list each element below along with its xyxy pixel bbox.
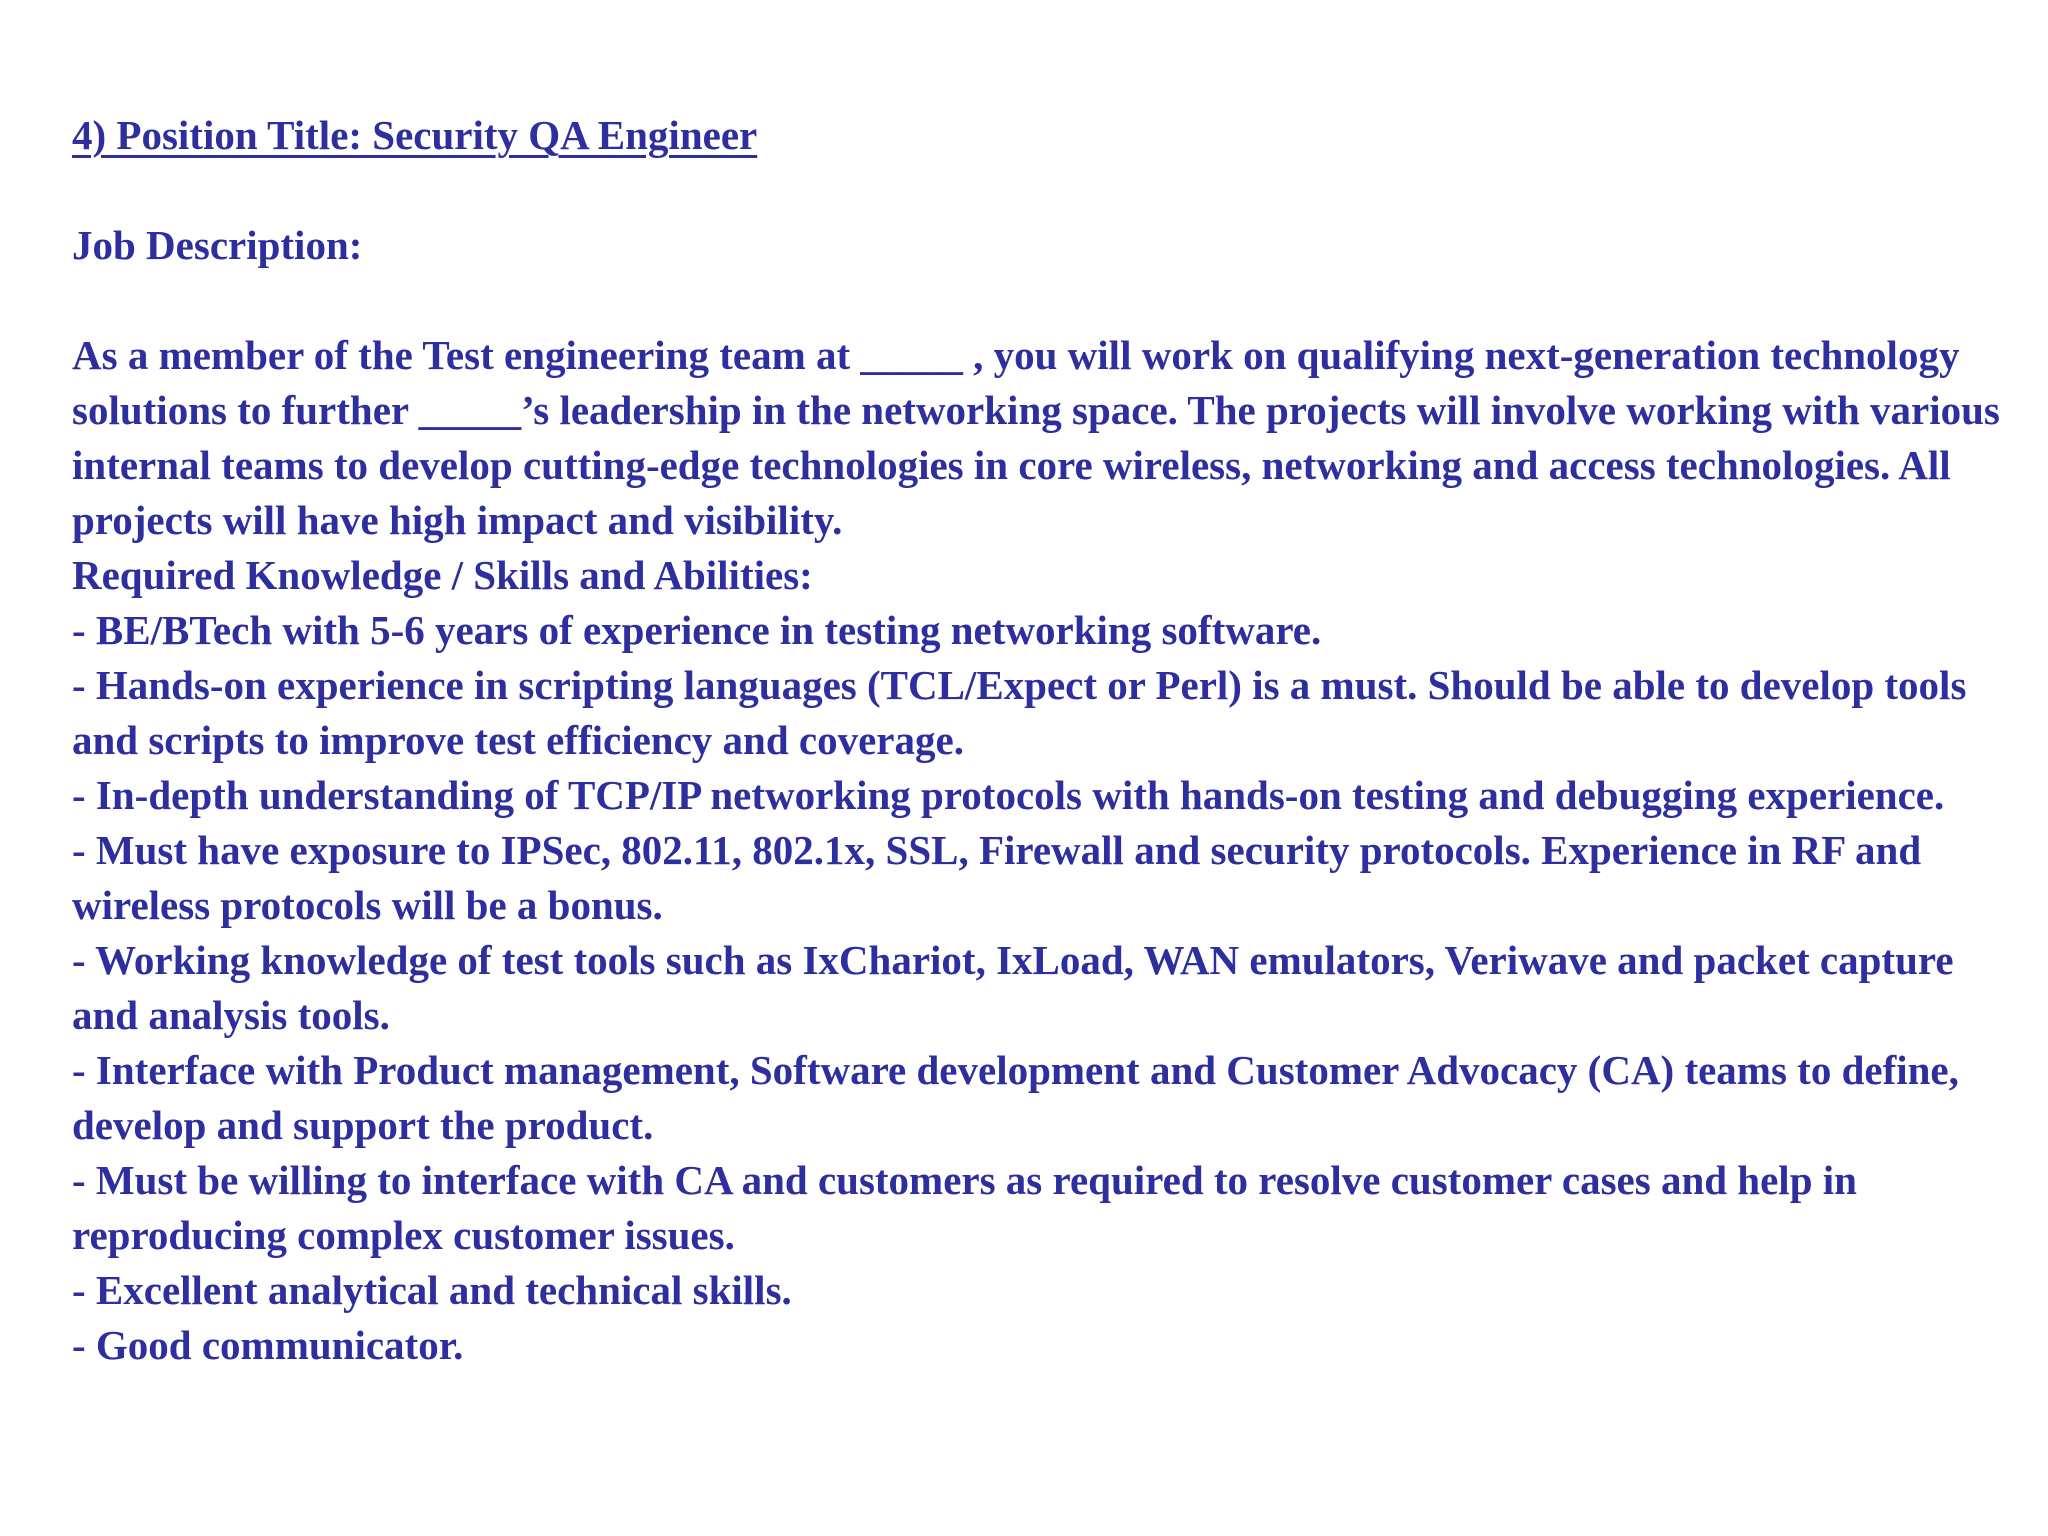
requirement-item: - BE/BTech with 5-6 years of experience in testing networking software. [72, 607, 1322, 653]
requirement-item: - Must have exposure to IPSec, 802.11, 802.1x, SSL, Firewall and security protocols. Experience in RF and wireless protocols will be a bonus. [72, 827, 1922, 928]
requirement-item: - Must be willing to interface with CA and customers as required to resolve customer cases and help in reproducing complex customer issues. [72, 1157, 1857, 1258]
requirements-heading: Required Knowledge / Skills and Abilities: [72, 552, 813, 598]
requirements-list [72, 603, 2002, 1373]
requirement-item: - Hands-on experience in scripting languages (TCL/Expect or Perl) is a must. Should be able to develop tools and scripts to improve test efficiency and coverage. [72, 662, 1967, 763]
requirement-item: - Working knowledge of test tools such as IxChariot, IxLoad, WAN emulators, Veriwave and packet capture and analysis tools. [72, 937, 1954, 1038]
requirement-item: - Excellent analytical and technical skills. [72, 1267, 792, 1313]
requirement-item: - In-depth understanding of TCP/IP networking protocols with hands-on testing and debugging experience. [72, 772, 1945, 818]
job-description-heading: Job Description: [72, 222, 363, 268]
requirement-item: - Interface with Product management, Software development and Customer Advocacy (CA) teams to define, develop and support the product. [72, 1047, 1959, 1148]
job-description-intro: As a member of the Test engineering team at _____ , you will work on qualifying next-generation technology solutions to further _____’s leadership in the networking space. The projects will involve working with various internal teams to develop cutting-edge technologies in core wireless, networking and access technologies. All projects will have high impact and visibility. [72, 332, 2000, 543]
document-page [72, 108, 2002, 1373]
position-title: 4) Position Title: Security QA Engineer [72, 112, 758, 158]
requirement-item: - Good communicator. [72, 1322, 464, 1368]
